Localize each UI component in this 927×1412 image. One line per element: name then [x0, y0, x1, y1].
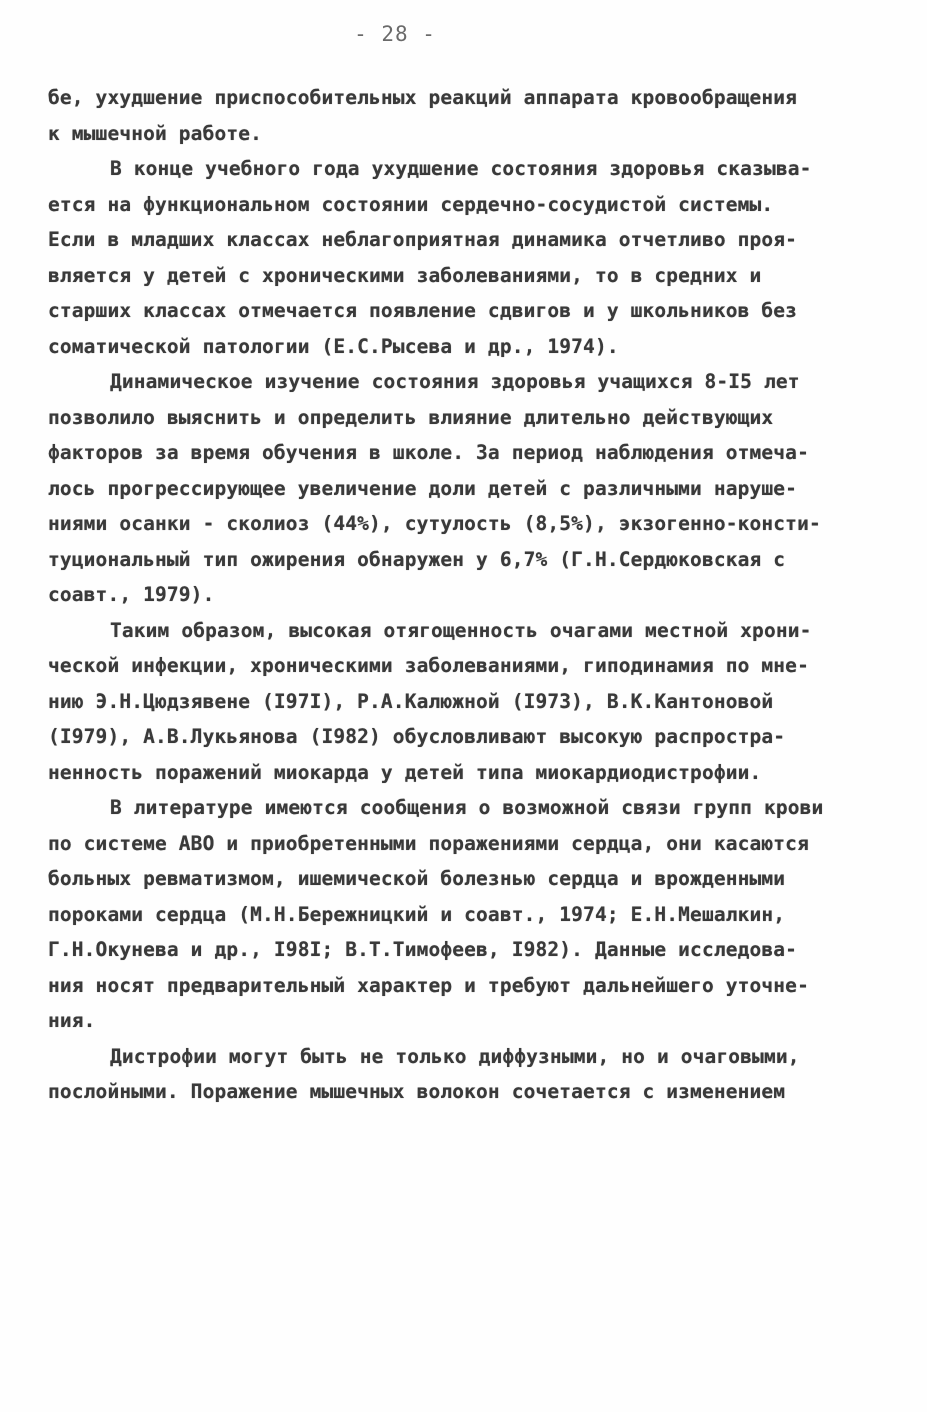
text-line: лось прогрессирующее увеличение доли детей с различными наруше- — [48, 476, 798, 500]
text-line: пороками сердца (М.Н.Бережницкий и соавт., 1974; Е.Н.Мешалкин, — [48, 902, 786, 926]
text-line: Г.Н.Окунева и др., I98I; В.Т.Тимофеев, I982). Данные исследова- — [48, 938, 798, 961]
paragraph-first-line: Динамическое изучение состояния здоровья учащихся 8-I5 лет — [110, 370, 800, 393]
text-line: нию Э.Н.Цюдзявене (I97I), Р.А.Калюжной (I973), В.К.Кантоновой — [48, 689, 774, 713]
text-line: бе, ухудшение приспособительных реакций аппарата кровообращения — [48, 86, 798, 109]
text-line: (I979), А.В.Лукьянова (I982) обусловливают высокую распростра- — [48, 725, 786, 748]
text-line: вляется у детей с хроническими заболеваниями, то в средних и — [48, 263, 762, 287]
text-line: соавт., 1979). — [48, 583, 215, 606]
text-line: Если в младших классах неблагоприятная динамика отчетливо проя- — [48, 228, 798, 251]
text-line: ния носят предварительный характер и требуют дальнейшего уточне- — [48, 973, 809, 997]
text-line: послойными. Поражение мышечных волокон сочетается с изменением — [48, 1080, 786, 1103]
body-text — [48, 80, 878, 1110]
text-line: ненность поражений миокарда у детей типа миокардиодистрофии. — [48, 760, 762, 784]
text-line: соматической патологии (Е.С.Рысева и др., 1974). — [48, 334, 619, 358]
text-line: факторов за время обучения в школе. За период наблюдения отмеча- — [48, 441, 809, 464]
text-line: ется на функциональном состоянии сердечно-сосудистой системы. — [48, 192, 774, 216]
text-line: старших классах отмечается появление сдвигов и у школьников без — [48, 299, 798, 322]
text-line: позволило выяснить и определить влияние длительно действующих — [48, 405, 774, 429]
text-line: к мышечной работе. — [48, 121, 263, 145]
paragraph-first-line: В конце учебного года ухудшение состояния здоровья сказыва- — [110, 157, 812, 180]
page-number: - 28 - — [354, 22, 436, 46]
text-line: туциональный тип ожирения обнаружен у 6,7% (Г.Н.Сердюковская с — [48, 547, 786, 571]
text-line: ческой инфекции, хроническими заболеваниями, гиподинамия по мне- — [48, 654, 809, 677]
text-line: ния. — [48, 1009, 96, 1032]
text-line: по системе АВО и приобретенными поражениями сердца, они касаются — [48, 831, 809, 855]
paragraph-first-line: В литературе имеются сообщения о возможной связи групп крови — [110, 796, 824, 819]
text-line: ниями осанки - сколиоз (44%), сутулость (8,5%), экзогенно-консти- — [48, 512, 821, 535]
paragraph-first-line: Таким образом, высокая отягощенность очагами местной хрони- — [110, 618, 812, 642]
text-line: больных ревматизмом, ишемической болезнью сердца и врожденными — [48, 867, 786, 890]
paragraph-first-line: Дистрофии могут быть не только диффузными, но и очаговыми, — [110, 1044, 800, 1068]
